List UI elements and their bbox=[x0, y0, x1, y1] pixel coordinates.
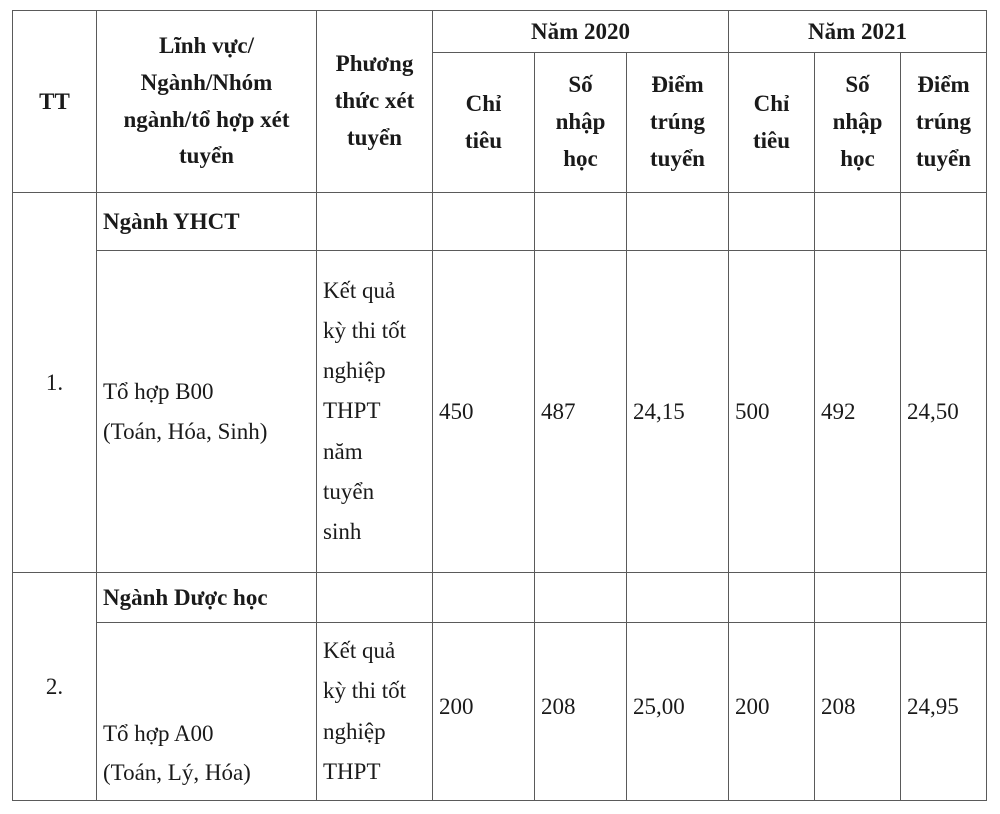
header-quota-2020 bbox=[433, 53, 535, 193]
enrolled-2021: 208 bbox=[815, 623, 901, 801]
group-row-duoc-hoc bbox=[13, 573, 987, 623]
header-quota-line: Chỉ bbox=[753, 90, 790, 116]
empty-cell bbox=[729, 193, 815, 251]
group-name: Ngành Dược học bbox=[97, 573, 317, 623]
row-number: 2. bbox=[13, 573, 97, 801]
header-score-line: trúng bbox=[650, 109, 705, 135]
quota-2020: 200 bbox=[433, 623, 535, 801]
empty-cell bbox=[627, 193, 729, 251]
method-cell bbox=[317, 623, 433, 801]
empty-cell bbox=[433, 573, 535, 623]
row-number: 1. bbox=[13, 193, 97, 573]
header-method-line: thức xét bbox=[334, 88, 415, 114]
enrolled-2020: 208 bbox=[535, 623, 627, 801]
method-line: nghiệp bbox=[323, 718, 386, 744]
header-score-2020 bbox=[627, 53, 729, 193]
score-2021: 24,50 bbox=[901, 251, 987, 573]
empty-cell bbox=[901, 573, 987, 623]
header-quota-2021 bbox=[729, 53, 815, 193]
enrolled-2020: 487 bbox=[535, 251, 627, 573]
score-2020: 24,15 bbox=[627, 251, 729, 573]
header-year-2020: Năm 2020 bbox=[433, 11, 729, 53]
method-cell bbox=[317, 251, 433, 573]
method-line: nghiệp bbox=[323, 358, 386, 384]
header-method-line: Phương bbox=[335, 51, 414, 77]
combo-line: (Toán, Lý, Hóa) bbox=[103, 759, 251, 785]
table-row bbox=[13, 623, 987, 801]
header-quota-line: Chỉ bbox=[465, 90, 502, 116]
empty-cell bbox=[815, 573, 901, 623]
header-enrolled-2020 bbox=[535, 53, 627, 193]
method-line: Kết quả bbox=[323, 277, 396, 303]
empty-cell bbox=[433, 193, 535, 251]
quota-2021: 500 bbox=[729, 251, 815, 573]
combo-line: (Toán, Hóa, Sinh) bbox=[103, 418, 268, 444]
combo-cell bbox=[97, 251, 317, 573]
header-enrolled-line: Số bbox=[845, 72, 870, 98]
header-score-line: Điểm bbox=[651, 72, 704, 98]
header-enrolled-line: Số bbox=[568, 72, 593, 98]
score-2020: 25,00 bbox=[627, 623, 729, 801]
table-row bbox=[13, 251, 987, 573]
admissions-table bbox=[12, 10, 987, 801]
empty-cell bbox=[815, 193, 901, 251]
header-field-line: ngành/tổ hợp xét bbox=[123, 106, 290, 132]
empty-cell bbox=[317, 193, 433, 251]
group-name: Ngành YHCT bbox=[97, 193, 317, 251]
header-enrolled-line: học bbox=[563, 145, 598, 171]
header-tt: TT bbox=[13, 11, 97, 193]
header-year-2021: Năm 2021 bbox=[729, 11, 987, 53]
method-line: sinh bbox=[323, 519, 362, 545]
header-score-line: trúng bbox=[916, 109, 971, 135]
header-field-line: Ngành/Nhóm bbox=[140, 69, 273, 95]
method-line: kỳ thi tốt bbox=[323, 678, 407, 704]
header-enrolled-line: học bbox=[840, 145, 875, 171]
header-method-line: tuyển bbox=[347, 124, 402, 150]
quota-2020: 450 bbox=[433, 251, 535, 573]
header-enrolled-line: nhập bbox=[832, 109, 883, 135]
method-line: tuyển bbox=[323, 478, 375, 504]
header-score-2021 bbox=[901, 53, 987, 193]
empty-cell bbox=[535, 573, 627, 623]
header-enrolled-line: nhập bbox=[555, 109, 606, 135]
combo-cell bbox=[97, 623, 317, 801]
score-2021: 24,95 bbox=[901, 623, 987, 801]
method-line: Kết quả bbox=[323, 638, 396, 663]
empty-cell bbox=[729, 573, 815, 623]
quota-2021: 200 bbox=[729, 623, 815, 801]
header-score-line: tuyển bbox=[650, 145, 705, 171]
empty-cell bbox=[627, 573, 729, 623]
enrolled-2021: 492 bbox=[815, 251, 901, 573]
header-enrolled-2021 bbox=[815, 53, 901, 193]
method-line: THPT bbox=[323, 758, 381, 784]
group-row-yhct bbox=[13, 193, 987, 251]
method-line: THPT bbox=[323, 398, 381, 424]
header-field-line: tuyển bbox=[179, 143, 234, 169]
header-score-line: tuyển bbox=[916, 145, 971, 171]
header-field bbox=[97, 11, 317, 193]
combo-line: Tổ hợp A00 bbox=[103, 720, 214, 746]
header-score-line: Điểm bbox=[917, 72, 970, 98]
method-line: kỳ thi tốt bbox=[323, 317, 407, 343]
header-quota-line: tiêu bbox=[464, 127, 503, 153]
empty-cell bbox=[901, 193, 987, 251]
header-row-years bbox=[13, 11, 987, 53]
method-line: năm bbox=[323, 438, 363, 464]
header-quota-line: tiêu bbox=[752, 127, 791, 153]
header-method bbox=[317, 11, 433, 193]
empty-cell bbox=[317, 573, 433, 623]
combo-line: Tổ hợp B00 bbox=[103, 379, 214, 405]
header-field-line: Lĩnh vực/ bbox=[159, 32, 254, 58]
empty-cell bbox=[535, 193, 627, 251]
